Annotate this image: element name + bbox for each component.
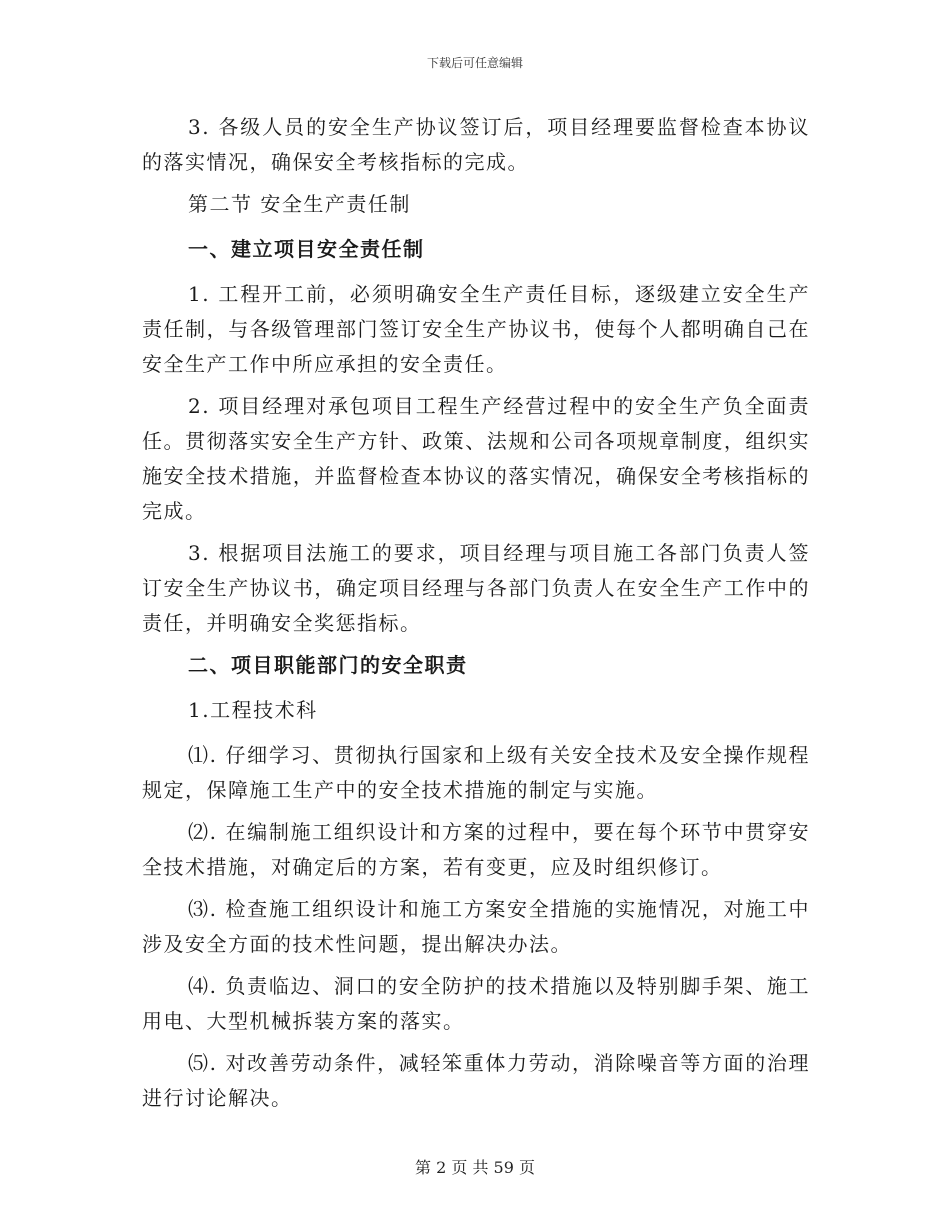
item-heading: 1.工程技术科 xyxy=(188,698,318,722)
subsection-heading: 二、项目职能部门的安全职责 xyxy=(188,653,468,677)
page-footer: 第 2 页 共 59 页 xyxy=(415,1158,535,1177)
list-item: ⑶. 检查施工组织设计和施工方案安全措施的实施情况，对施工中涉及安全方面的技术性问题，提出解决办法。 xyxy=(142,897,810,956)
list-item: ⑵. 在编制施工组织设计和方案的过程中，要在每个环节中贯穿安全技术措施，对确定后的方案，若有变更，应及时组织修订。 xyxy=(142,820,810,879)
paragraph: 3. 各级人员的安全生产协议签订后，项目经理要监督检查本协议的落实情况，确保安全考核指标的完成。 xyxy=(142,115,810,174)
paragraph: 3. 根据项目法施工的要求，项目经理与项目施工各部门负责人签订安全生产协议书，确定项目经理与各部门负责人在安全生产工作中的责任，并明确安全奖惩指标。 xyxy=(142,541,810,635)
section-heading: 第二节 安全生产责任制 xyxy=(188,192,411,216)
list-item: ⑸. 对改善劳动条件，减轻笨重体力劳动，消除噪音等方面的治理进行讨论解决。 xyxy=(142,1051,810,1110)
paragraph: 2. 项目经理对承包项目工程生产经营过程中的安全生产负全面责任。贯彻落实安全生产方针、政策、法规和公司各项规章制度，组织实施安全技术措施，并监督检查本协议的落实情况，确保安全考核指标的完成。 xyxy=(142,394,810,523)
list-item: ⑷. 负责临边、洞口的安全防护的技术措施以及特别脚手架、施工用电、大型机械拆装方案的落实。 xyxy=(142,974,810,1033)
paragraph: 1. 工程开工前，必须明确安全生产责任目标，逐级建立安全生产责任制，与各级管理部门签订安全生产协议书，使每个人都明确自己在安全生产工作中所应承担的安全责任。 xyxy=(142,282,810,376)
document-body xyxy=(142,110,810,1123)
page-header: 下载后可任意编辑 xyxy=(426,56,523,70)
subsection-heading: 一、建立项目安全责任制 xyxy=(188,237,425,261)
list-item: ⑴. 仔细学习、贯彻执行国家和上级有关安全技术及安全操作规程规定，保障施工生产中的安全技术措施的制定与实施。 xyxy=(142,743,810,802)
